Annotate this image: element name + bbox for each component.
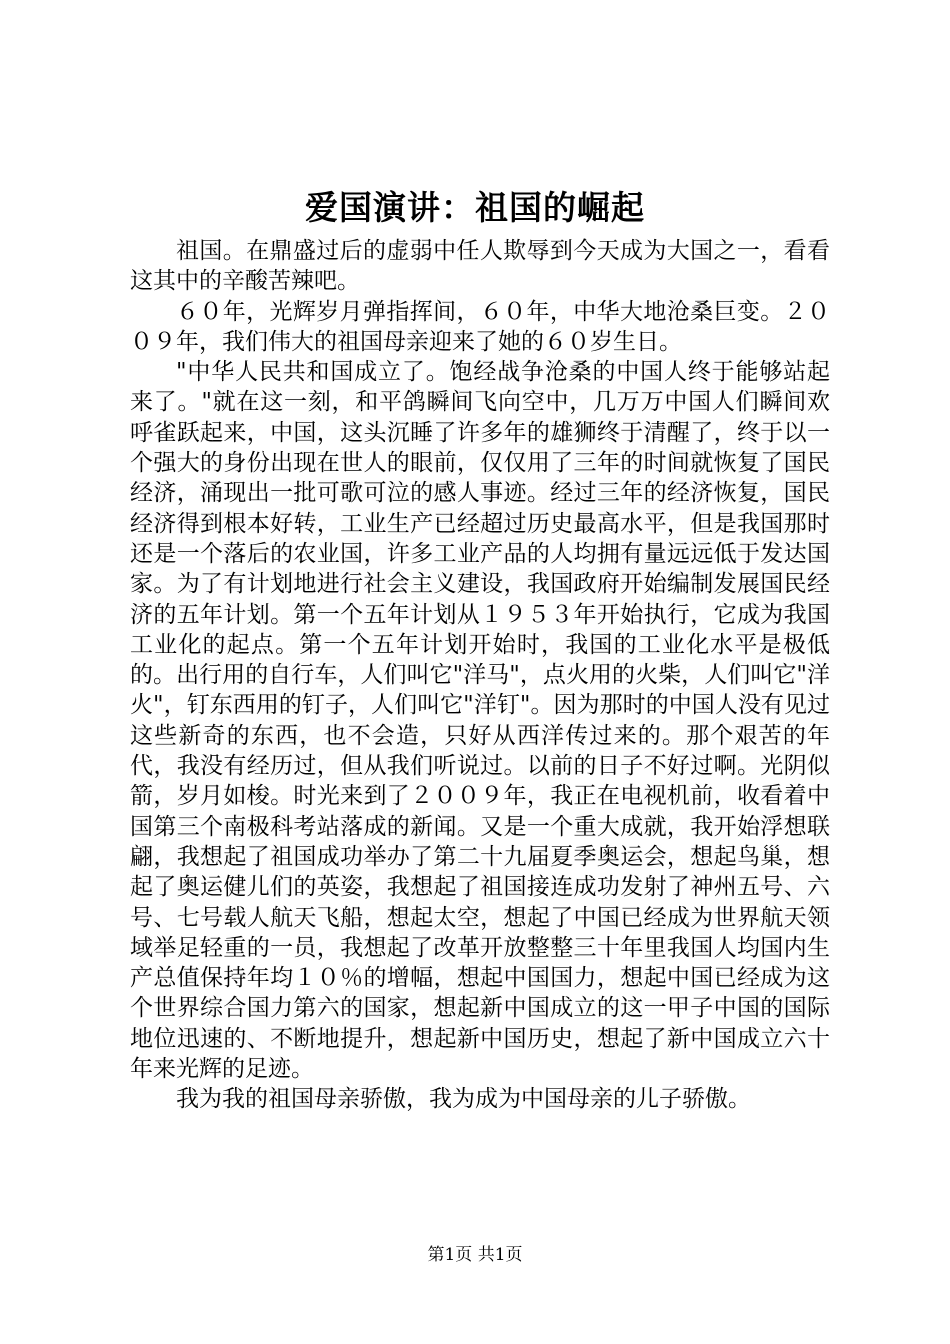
document-title: 爱国演讲：祖国的崛起 (305, 188, 645, 227)
paragraph-3: "中华人民共和国成立了。饱经战争沧桑的中国人终于能够站起来了。"就在这一刻，和平鸽瞬间飞向空中，几万万中国人们瞬间欢呼雀跃起来，中国，这头沉睡了许多年的雄狮终于清醒了，终于以一个强大的身份出现在世人的眼前，仅仅用了三年的时间就恢复了国民经济，涌现出一批可歌可泣的感人事迹。经过三年的经济恢复，国民经济得到根本好转，工业生产已经超过历史最高水平，但是我国那时还是一个落后的农业国，许多工业产品的人均拥有量远远低于发达国家。为了有计划地进行社会主义建设，我国政府开始编制发展国民经济的五年计划。第一个五年计划从１９５３年开始执行，它成为我国工业化的起点。第一个五年计划开始时，我国的工业化水平是极低的。出行用的自行车，人们叫它"洋马"，点火用的火柴，人们叫它"洋火"，钉东西用的钉子，人们叫它"洋钉"。因为那时的中国人没有见过这些新奇的东西，也不会造，只好从西洋传过来的。那个艰苦的年代，我没有经历过，但从我们听说过。以前的日子不好过啊。光阴似箭，岁月如梭。时光来到了２００９年，我正在电视机前，收看着中国第三个南极科考站落成的新闻。又是一个重大成就，我开始浮想联翩，我想起了祖国成功举办了第二十九届夏季奥运会，想起鸟巢，想起了奥运健儿们的英姿，我想起了祖国接连成功发射了神州五号、六号、七号载人航天飞船，想起太空，想起了中国已经成为世界航天领域举足轻重的一员，我想起了改革开放整整三十年里我国人均国内生产总值保持年均１０％的增幅，想起中国国力，想起中国已经成为这个世界综合国力第六的国家，想起新中国成立的这一甲子中国的国际地位迅速的、不断地提升，想起新中国历史，想起了新中国成立六十年来光辉的足迹。 (130, 359, 830, 1083)
paragraph-2: ６０年，光辉岁月弹指挥间，６０年，中华大地沧桑巨变。２００９年，我们伟大的祖国母亲迎来了她的６０岁生日。 (130, 298, 830, 355)
page-footer: 第1页 共1页 (427, 1245, 523, 1265)
paragraph-1: 祖国。在鼎盛过后的虚弱中任人欺辱到今天成为大国之一，看看这其中的辛酸苦辣吧。 (130, 238, 830, 295)
document-body (130, 236, 830, 1115)
paragraph-4: 我为我的祖国母亲骄傲，我为成为中国母亲的儿子骄傲。 (176, 1086, 751, 1113)
